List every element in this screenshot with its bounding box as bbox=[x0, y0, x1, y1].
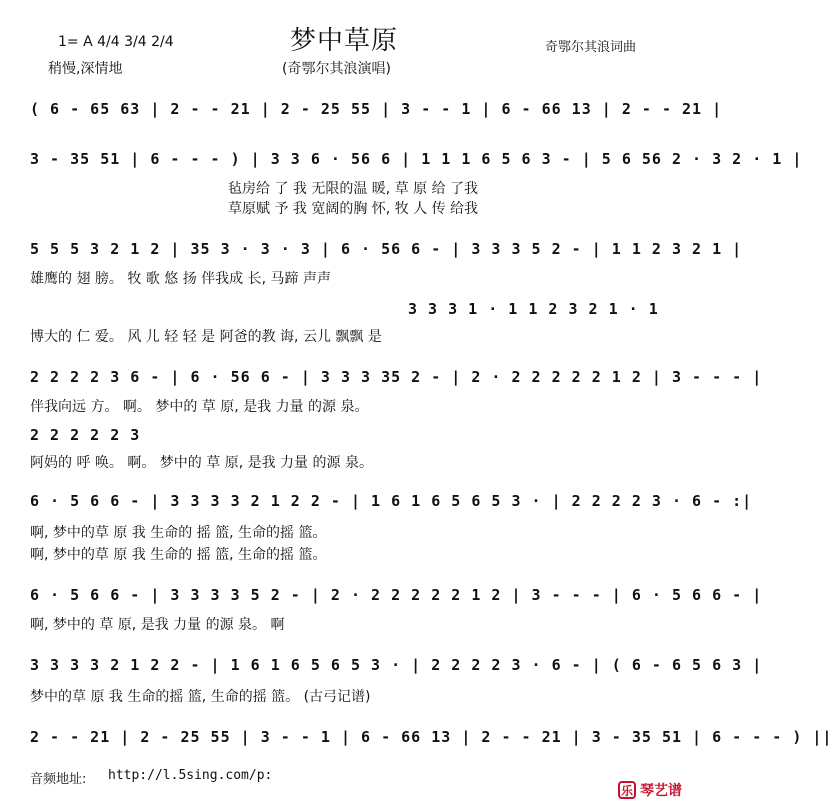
tempo-marking: 稍慢,深情地 bbox=[48, 61, 123, 77]
lyric-line: 啊, 梦中的草 原 我 生命的 摇 篮, 生命的摇 篮。 bbox=[30, 547, 327, 563]
notation-row: 6 · 5 6 6 - | 3 3 3 3 5 2 - | 2 · 2 2 2 2 2 1 2 | 3 - - - | 6 · 5 6 6 - | bbox=[30, 586, 763, 604]
key-time-signature: 1= A 4/4 3/4 2/4 bbox=[58, 34, 174, 50]
notation-row: 2 - - 21 | 2 - 25 55 | 3 - - 1 | 6 - 66 13 | 2 - - 21 | 3 - 35 51 | 6 - - - ) || bbox=[30, 728, 832, 746]
logo-text: 琴艺谱 bbox=[640, 783, 682, 799]
notation-row: 5 5 5 3 2 1 2 | 35 3 · 3 · 3 | 6 · 56 6 - | 3 3 3 5 2 - | 1 1 2 3 2 1 | bbox=[30, 240, 743, 258]
lyric-line: 伴我向远 方。 啊。 梦中的 草 原, 是我 力量 的源 泉。 bbox=[30, 399, 369, 415]
lyric-line: 阿妈的 呼 唤。 啊。 梦中的 草 原, 是我 力量 的源 泉。 bbox=[30, 455, 373, 471]
notation-row: 2 2 2 2 3 6 - | 6 · 56 6 - | 3 3 3 35 2 - | 2 · 2 2 2 2 2 1 2 | 3 - - - | bbox=[30, 368, 763, 386]
site-logo[interactable] bbox=[618, 780, 682, 800]
notation-row: 3 - 35 51 | 6 - - - ) | 3 3 6 · 56 6 | 1 1 1 6 5 6 3 - | 5 6 56 2 · 3 2 · 1 | bbox=[30, 150, 803, 168]
lyric-line: 博大的 仁 爱。 风 儿 轻 轻 是 阿爸的教 诲, 云儿 飘飘 是 bbox=[30, 329, 382, 345]
lyric-line: 草原赋 予 我 宽阔的胸 怀, 牧 人 传 给我 bbox=[228, 201, 479, 217]
notation-row: 6 · 5 6 6 - | 3 3 3 3 2 1 2 2 - | 1 6 1 6 5 6 5 3 · | 2 2 2 2 3 · 6 - :| bbox=[30, 492, 753, 510]
lyric-line: 雄鹰的 翅 膀。 牧 歌 悠 扬 伴我成 长, 马蹄 声声 bbox=[30, 271, 331, 287]
lyric-line: 啊, 梦中的 草 原, 是我 力量 的源 泉。 啊 bbox=[30, 617, 285, 633]
audio-label: 音频地址: bbox=[30, 772, 87, 787]
notation-row: 3 3 3 3 2 1 2 2 - | 1 6 1 6 5 6 5 3 · | 2 2 2 2 3 · 6 - | ( 6 - 6 5 6 3 | bbox=[30, 656, 763, 674]
logo-icon: 乐 bbox=[618, 781, 636, 799]
notation-row: ( 6 - 65 63 | 2 - - 21 | 2 - 25 55 | 3 - - 1 | 6 - 66 13 | 2 - - 21 | bbox=[30, 100, 723, 118]
notation-row: 2 2 2 2 2 3 bbox=[30, 426, 141, 444]
audio-link[interactable]: http://l.5sing.com/p: bbox=[108, 768, 273, 783]
song-title: 梦中草原 bbox=[290, 26, 399, 56]
composer-credit: 奇鄂尔其浪词曲 bbox=[545, 40, 637, 55]
lyric-line: 啊, 梦中的草 原 我 生命的 摇 篮, 生命的摇 篮。 bbox=[30, 525, 327, 541]
notation-row: 3 3 3 1 · 1 1 2 3 2 1 · 1 bbox=[408, 300, 659, 318]
lyric-line: 毡房给 了 我 无限的温 暖, 草 原 给 了我 bbox=[228, 181, 479, 197]
lyric-line: 梦中的草 原 我 生命的摇 篮, 生命的摇 篮。 (古弓记谱) bbox=[30, 689, 371, 705]
singer-credit: (奇鄂尔其浪演唱) bbox=[282, 61, 391, 77]
